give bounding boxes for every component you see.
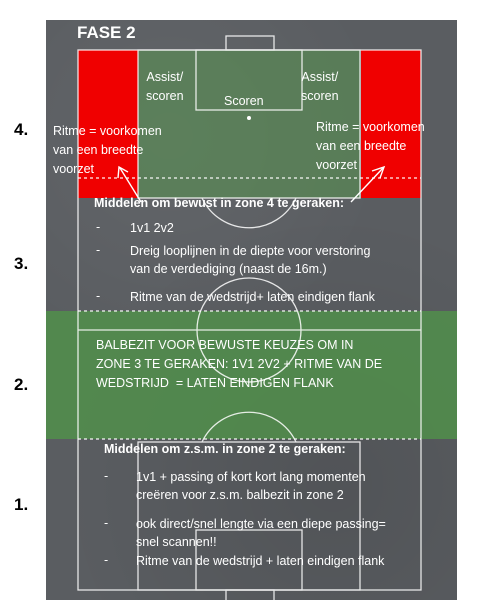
top-goal (226, 36, 274, 50)
zone-number-3: 3. (14, 254, 29, 273)
bottom-goal (226, 590, 274, 600)
bottom-penalty-arc (202, 412, 296, 442)
pitch-board: FASE 2 Assist/ scoren Scoren Assist/ scoren Ritme = voorkomen van een breedte voorzet Ritme = voorkomen van een breedte voorzet Middelen om bewust in zone 4 te geraken: - 1v1 2v2 - Dreig looplijnen in de diepte voor verstoring van de verdediging (naast de 16m.) - Ritme van de wedstrijd+ laten eindigen flank BALBEZIT VOOR BEWUSTE KEUZES OM IN ZONE 3 TE GERAKEN: 1V1 2V2 + RITME VAN DE WEDSTRIJD = LATEN EINDIGEN FLANK Middelen om z.s.m. in zone 2 te geraken: - 1v1 + passing of kort kort lang momenten creëren voor z.s.m. balbezit in zone 2 - ook direct/snel lengte via een diepe passing= snel scannen!! - Ritme van de wedstrijd + laten eindigen flank (46, 20, 457, 600)
ritme-note-left: Ritme = voorkomen van een breedte voorzet (53, 124, 162, 176)
zone1-item: Ritme van de wedstrijd + laten eindigen flank (136, 554, 385, 568)
penalty-spot (247, 116, 251, 120)
scoren-label: Scoren (224, 94, 264, 108)
zone1-item: 1v1 + passing of kort kort lang momenten creëren voor z.s.m. balbezit in zone 2 (136, 470, 366, 502)
zone3-item: Dreig looplijnen in de diepte voor verstoring van de verdediging (naast de 16m.) (130, 244, 371, 276)
zone-number-2: 2. (14, 375, 29, 394)
phase-title: FASE 2 (77, 23, 136, 42)
zone3-item: Ritme van de wedstrijd+ laten eindigen flank (130, 290, 375, 304)
zone3-heading: Middelen om bewust in zone 4 te geraken: (94, 196, 345, 210)
ritme-note-right: Ritme = voorkomen van een breedte voorzet (316, 120, 425, 172)
assist-label-left: Assist/ scoren (146, 70, 184, 103)
zone3-item: 1v1 2v2 (130, 221, 174, 235)
zone1-heading: Middelen om z.s.m. in zone 2 te geraken: (104, 442, 346, 456)
assist-label-right: Assist/ scoren (301, 70, 339, 103)
zone-number-1: 1. (14, 495, 29, 514)
zone-number-4: 4. (14, 120, 29, 139)
zone2-text: BALBEZIT VOOR BEWUSTE KEUZES OM IN ZONE 3 TE GERAKEN: 1V1 2V2 + RITME VAN DE WEDSTRIJD = LATEN EINDIGEN FLANK (96, 338, 383, 390)
zone1-item: ook direct/snel lengte via een diepe passing= snel scannen!! (136, 517, 386, 549)
